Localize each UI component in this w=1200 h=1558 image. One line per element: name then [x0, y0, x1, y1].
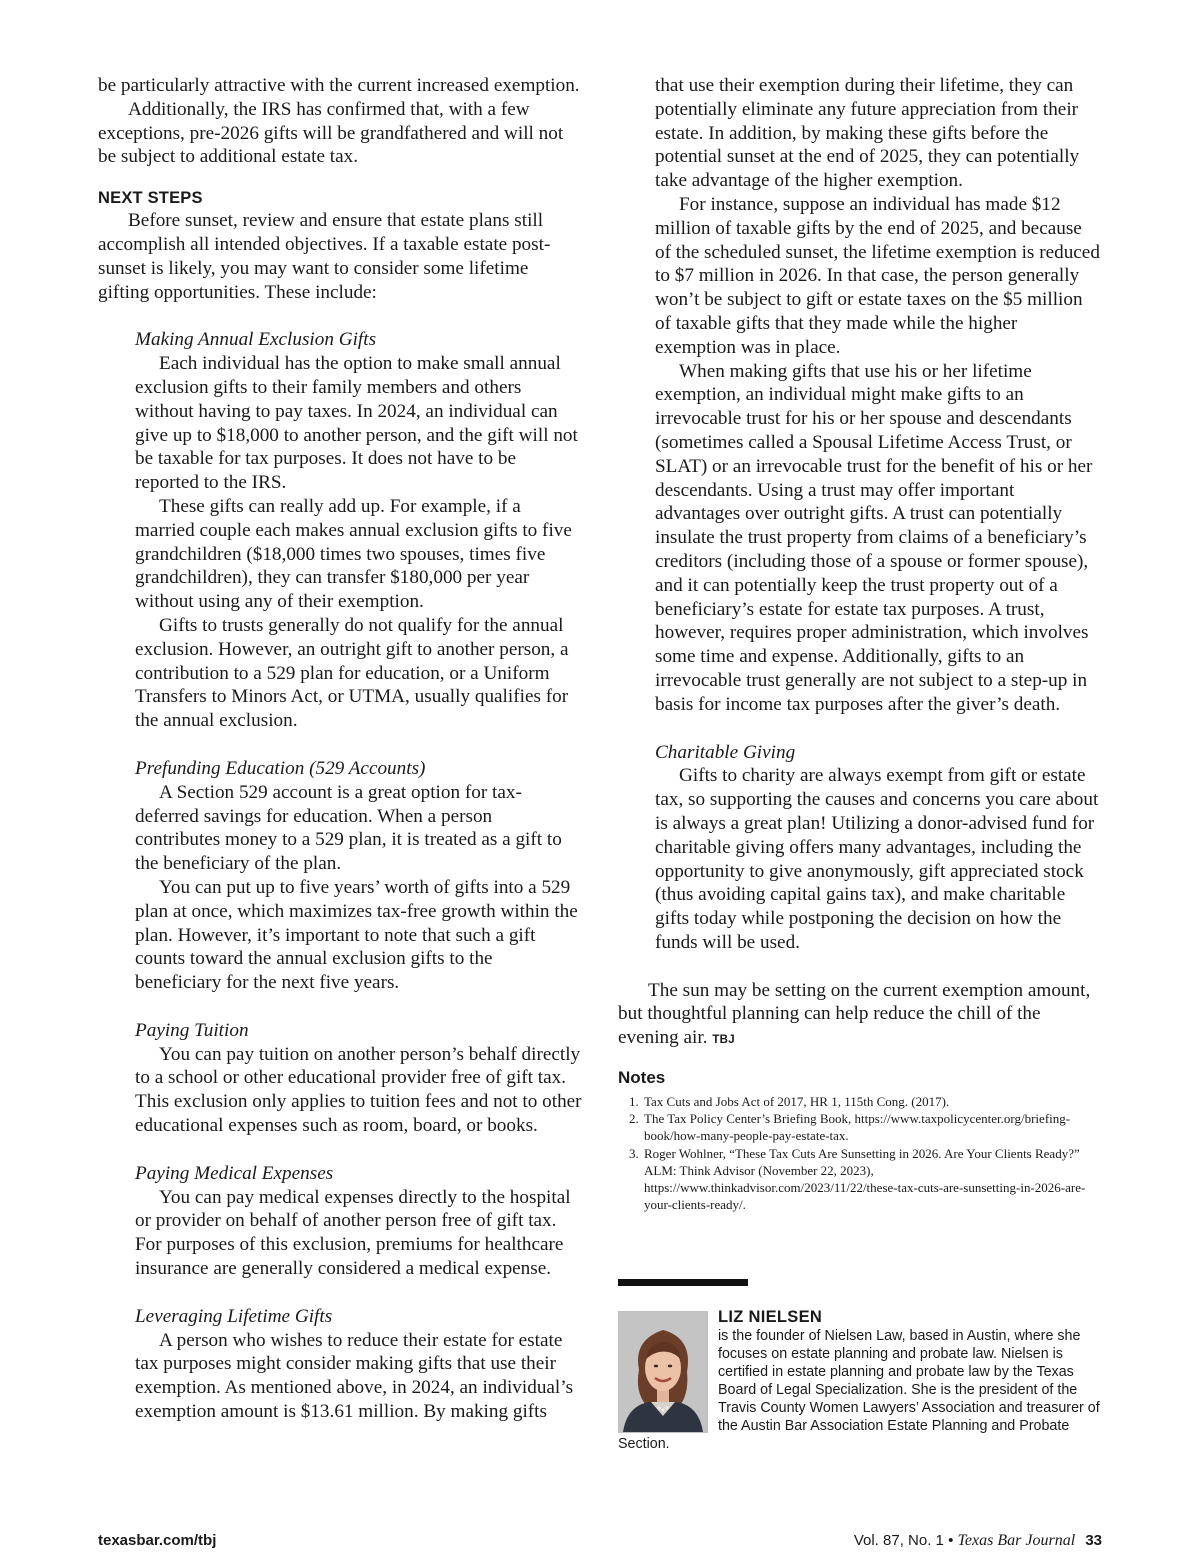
paragraph: These gifts can really add up. For example, if a married couple each makes annual exclusion gifts to five grandchildren ($18,000 times two spouses, times five grandchildren), they can transfer $180,000 per year without using any of their exemption.	[135, 495, 572, 613]
paragraph: You can pay medical expenses directly to the hospital or provider on behalf of another person free of gift tax. For purposes of this exclusion, premiums for healthcare insurance are generally considered a medical expense.	[135, 1186, 571, 1280]
paragraph: Gifts to charity are always exempt from gift or estate tax, so supporting the causes and concerns you care about is always a great plan! Utilizing a donor-advised fund for charitable giving offers many advantages, including the opportunity to give anonymously, gift appreciated stock (thus avoiding capital gains tax), and make charitable gifts today while postponing the decision on how the funds will be used.	[655, 765, 1099, 953]
footer-volume: Vol. 87, No. 1	[853, 1532, 944, 1549]
footer-journal-name: Texas Bar Journal	[957, 1532, 1076, 1549]
paragraph: You can put up to five years’ worth of gifts into a 529 plan at once, which maximizes tax-free growth within the plan. However, it’s important to note that such a gift counts toward the annual exclusion gifts to the beneficiary for the next five years.	[135, 876, 578, 994]
author-description: is the founder of Nielsen Law, based in Austin, where she focuses on estate planning and probate law. Nielsen is certified in estate planning and probate law by the Texas Board of Legal Specialization. She is the president of the Travis County Women Lawyers’ Association and treasurer of the Austin Bar Association Estate Planning and Probate Section.	[618, 1328, 1100, 1452]
author-name: LIZ NIELSEN	[718, 1308, 823, 1326]
paragraph: A Section 529 account is a great option for tax-deferred savings for education. When a person contributes money to a 529 plan, it is treated as a gift to the beneficiary of the plan.	[135, 781, 562, 875]
right-column	[618, 74, 1102, 1214]
author-bio	[618, 1307, 1106, 1453]
footer-site-link[interactable]: texasbar.com/tbj	[98, 1532, 217, 1549]
paragraph: When making gifts that use his or her lifetime exemption, an individual might make gifts to an irrevocable trust for his or her spouse and descendants (sometimes called a Spousal Lifetime Access Trust, or SLAT) or an irrevocable trust for the benefit of his or her descendants. Using a trust may offer important advantages over outright gifts. A trust can potentially insulate the trust property from claims of a beneficiary’s creditors (including those of a spouse or former spouse), and it can potentially keep the trust property out of a beneficiary’s estate for estate tax purposes. A trust, however, requires proper administration, which involves some time and expense. Additionally, gifts to an irrevocable trust generally are not subject to a step-up in basis for income tax purposes after the giver’s death.	[655, 360, 1093, 715]
paying-medical-heading: Paying Medical Expenses	[135, 1162, 334, 1184]
paragraph: Before sunset, review and ensure that estate plans still accomplish all intended objectives. If a taxable estate post-sunset is likely, you may want to consider some lifetime gifting opportunities. These include:	[98, 210, 551, 303]
note-item: 1. Tax Cuts and Jobs Act of 2017, HR 1, 115th Cong. (2017).	[642, 1093, 1102, 1110]
paragraph: be particularly attractive with the current increased exemption.	[98, 75, 580, 96]
notes-heading: Notes	[618, 1068, 666, 1088]
gift-options-continued	[618, 74, 1102, 955]
tbj-end-mark: TBJ	[712, 1034, 735, 1047]
note-item: 2. The Tax Policy Center’s Briefing Book, https://www.taxpolicycenter.org/briefing-book/how-many-people-pay-estate-tax.	[642, 1110, 1102, 1144]
footer-issue-info	[854, 1531, 1102, 1551]
leveraging-gifts-heading: Leveraging Lifetime Gifts	[135, 1305, 333, 1327]
paying-tuition-heading: Paying Tuition	[135, 1019, 249, 1041]
paragraph: that use their exemption during their lifetime, they can potentially eliminate any future appreciation from their estate. In addition, by making these gifts before the potential sunset at the end of 2025, they can potentially take advantage of the higher exemption.	[655, 75, 1080, 192]
annual-exclusion-heading: Making Annual Exclusion Gifts	[135, 329, 377, 351]
note-item: 3. Roger Wohlner, “These Tax Cuts Are Sunsetting in 2026. Are Your Clients Ready?” ALM: Think Advisor (November 22, 2023), https://www.thinkadvisor.com/2023/11/22/these-tax-cuts-are-sunsetting-in-2026-are-your-clients-ready/.	[642, 1145, 1102, 1214]
gift-options-list	[98, 328, 582, 1423]
closing-text: The sun may be setting on the current exemption amount, but thoughtful planning can help reduce the chill of the evening air.	[618, 979, 1091, 1049]
paragraph: Additionally, the IRS has confirmed that, with a few exceptions, pre-2026 gifts will be grandfathered and will not be subject to additional estate tax.	[98, 98, 564, 168]
prefunding-education-heading: Prefunding Education (529 Accounts)	[135, 757, 426, 779]
left-column	[98, 74, 582, 1424]
notes-list	[618, 1093, 1102, 1213]
paragraph: You can pay tuition on another person’s behalf directly to a school or other educational provider free of gift tax. This exclusion only applies to tuition fees and not to other educational expenses such as room, board, or books.	[135, 1043, 582, 1137]
bio-divider-rule	[618, 1279, 748, 1286]
footer-separator: •	[948, 1532, 954, 1549]
next-steps-heading: NEXT STEPS	[98, 189, 203, 208]
paragraph: A person who wishes to reduce their estate for estate tax purposes might consider making gifts that use their exemption. As mentioned above, in 2024, an individual’s exemption amount is $13.61 million. By making gifts	[135, 1329, 574, 1423]
charitable-giving-heading: Charitable Giving	[655, 741, 796, 763]
paragraph: For instance, suppose an individual has made $12 million of taxable gifts by the end of 2025, and because of the scheduled sunset, the lifetime exemption is reduced to $7 million in 2026. In that case, the person generally won’t be subject to gift or estate taxes on the $5 million of taxable gifts that they made while the higher exemption was in place.	[655, 193, 1100, 358]
paragraph: Gifts to trusts generally do not qualify for the annual exclusion. However, an outright gift to another person, a contribution to a 529 plan for education, or a Uniform Transfers to Minors Act, or UTMA, usually qualifies for the annual exclusion.	[135, 614, 569, 732]
closing-paragraph	[618, 979, 1102, 1053]
paragraph: Each individual has the option to make small annual exclusion gifts to their family members and others without having to pay taxes. In 2024, an individual can give up to $18,000 to another person, and the gift will not be taxable for tax purposes. It does not have to be reported to the IRS.	[135, 353, 578, 494]
page-number: 33	[1085, 1532, 1102, 1549]
